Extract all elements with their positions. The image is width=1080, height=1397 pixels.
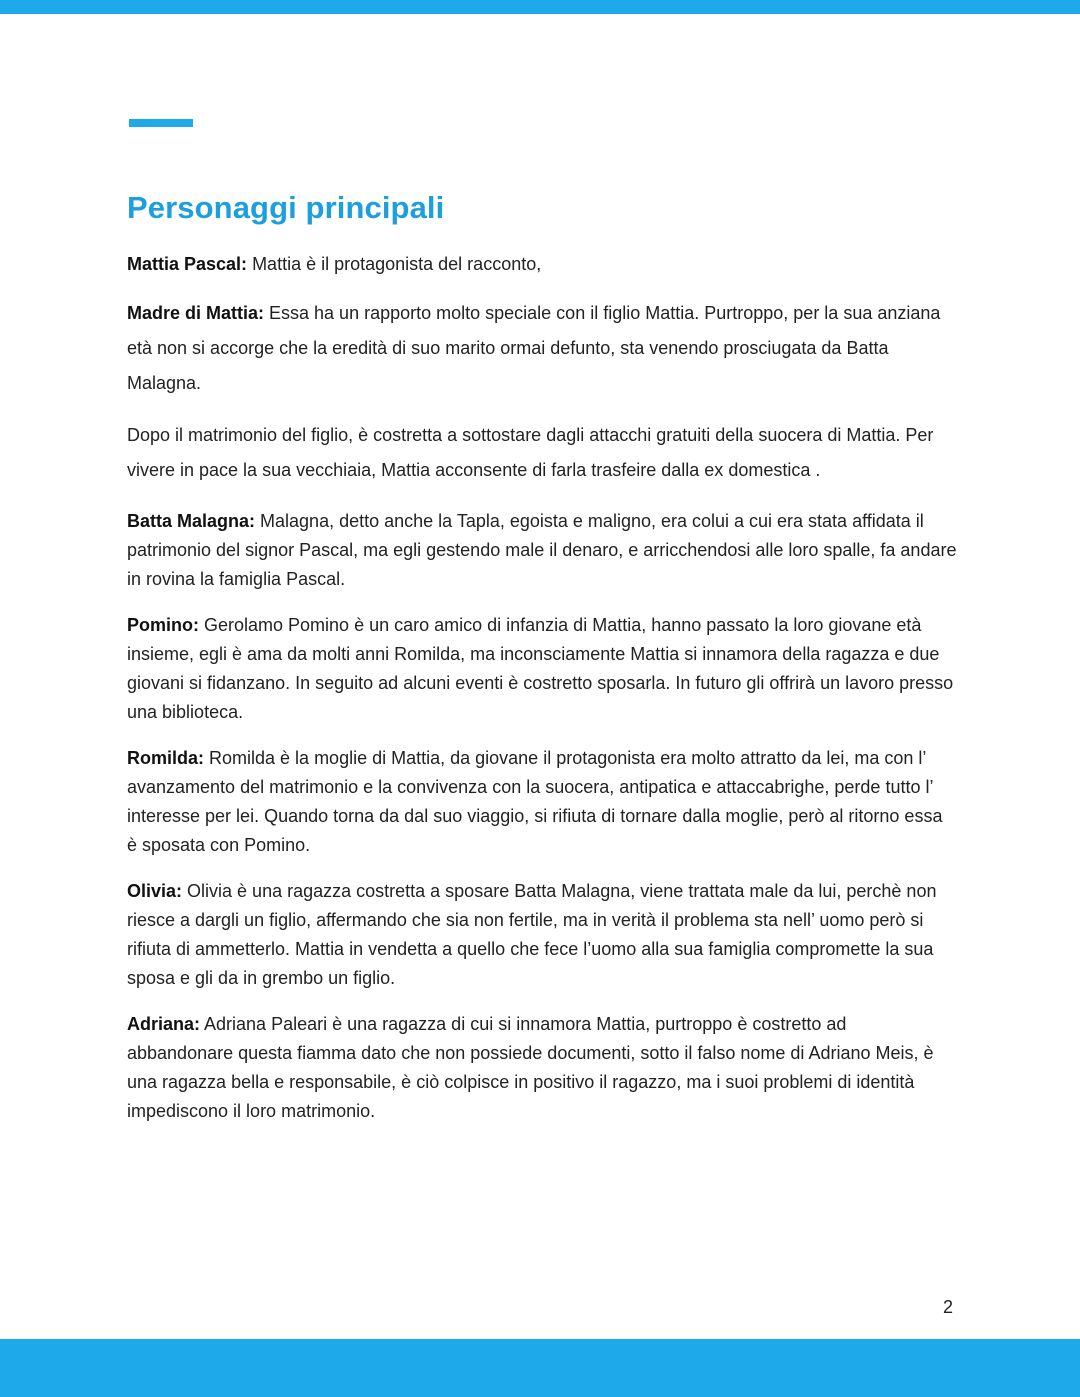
paragraph-text: Dopo il matrimonio del figlio, è costretta a sottostare dagli attacchi gratuiti della suocera di Mattia. Per vivere in pace la sua vecchiaia, Mattia acconsente di farla trasfeire dalla ex domestica . (127, 425, 934, 480)
paragraph-label: Romilda: (127, 748, 205, 768)
paragraph-text: Olivia è una ragazza costretta a sposare Batta Malagna, viene trattata male da lui, perchè non riesce a dargli un figlio, affermando che sia non fertile, ma in verità il problema sta nell’ uomo però si rifiuta di ammetterlo. Mattia in vendetta a quello che fece l’uomo alla sua famiglia compromette la sua sposa e gli da in grembo un figlio. (127, 881, 937, 988)
paragraph-pomino (127, 611, 957, 727)
paragraph-label: Madre di Mattia: (127, 303, 265, 323)
paragraph-text: Mattia è il protagonista del racconto, (247, 254, 542, 274)
page-title: Personaggi principali (127, 190, 445, 225)
paragraph-text: Malagna, detto anche la Tapla, egoista e maligno, era colui a cui era stata affidata il patrimonio del signor Pascal, ma egli gestendo male il denaro, e arricchendosi alle loro spalle, fa andare in rovina la famiglia Pascal. (127, 511, 957, 589)
paragraph-text: Gerolamo Pomino è un caro amico di infanzia di Mattia, hanno passato la loro giovane età insieme, egli è ama da molti anni Romilda, ma inconsciamente Mattia si innamora della ragazza e due giovani si fidanzano. In seguito ad alcuni eventi è costretto sposarla. In futuro gli offrirà un lavoro presso una biblioteca. (127, 615, 954, 722)
paragraph-madre-di-mattia (127, 296, 957, 401)
paragraph-olivia (127, 877, 957, 993)
paragraph-adriana (127, 1010, 957, 1126)
paragraph-label: Mattia Pascal: (127, 254, 248, 274)
paragraph-madre-continued (127, 418, 957, 488)
bottom-accent-bar (0, 1339, 1080, 1397)
paragraph-text: Essa ha un rapporto molto speciale con il figlio Mattia. Purtroppo, per la sua anziana età non si accorge che la eredità di suo marito ormai defunto, sta venendo prosciugata da Batta Malagna. (127, 303, 941, 393)
paragraph-batta-malagna (127, 507, 957, 594)
paragraph-romilda (127, 744, 957, 860)
title-accent-dash (129, 119, 193, 127)
document-body (127, 250, 957, 1126)
paragraph-mattia-pascal (127, 250, 957, 279)
top-accent-bar (0, 0, 1080, 14)
paragraph-text: Romilda è la moglie di Mattia, da giovane il protagonista era molto attratto da lei, ma con l’ avanzamento del matrimonio e la convivenza con la suocera, antipatica e attaccabrighe, perde tutto l’ interesse per lei. Quando torna da dal suo viaggio, si rifiuta di tornare dalla moglie, però al ritorno essa è sposata con Pomino. (127, 748, 943, 855)
paragraph-label: Olivia: (127, 881, 183, 901)
paragraph-label: Batta Malagna: (127, 511, 256, 531)
paragraph-label: Pomino: (127, 615, 199, 635)
paragraph-label: Adriana: (127, 1014, 201, 1034)
page-number: 2 (942, 1297, 953, 1317)
paragraph-text: Adriana Paleari è una ragazza di cui si innamora Mattia, purtroppo è costretto ad abbandonare questa fiamma dato che non possiede documenti, sotto il falso nome di Adriano Meis, è una ragazza bella e responsabile, è ciò colpisce in positivo il ragazzo, ma i suoi problemi di identità impediscono il loro matrimonio. (127, 1014, 934, 1121)
